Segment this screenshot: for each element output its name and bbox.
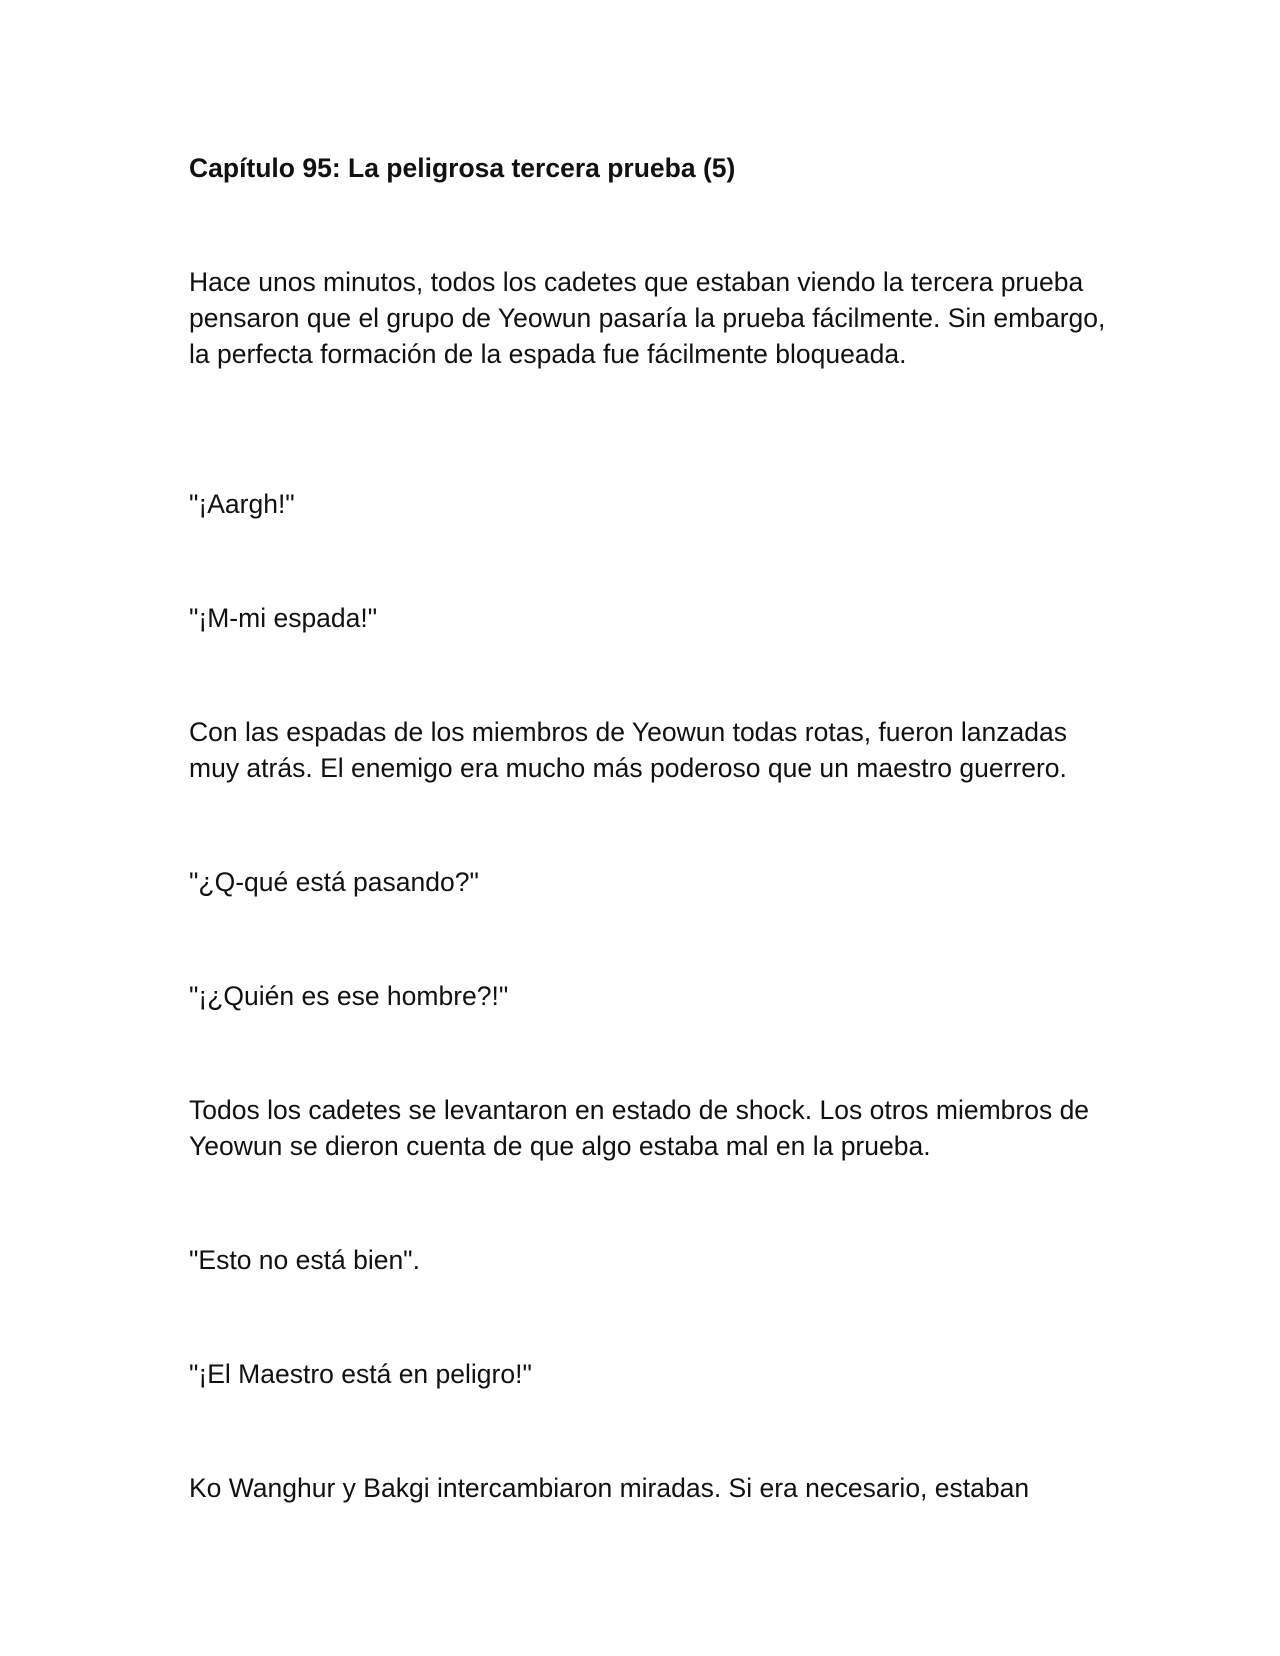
dialogue-mi-espada: "¡M-mi espada!" <box>189 603 378 633</box>
dialogue-maestro-peligro: "¡El Maestro está en peligro!" <box>189 1359 532 1389</box>
dialogue-esto-no-esta-bien: "Esto no está bien". <box>189 1245 420 1275</box>
paragraph-1: Hace unos minutos, todos los cadetes que estaban viendo la tercera prueba pensaron que el grupo de Yeowun pasaría la prueba fácilmente. Sin embargo, la perfecta formación de la espada fue fácilmente bloqueada. <box>189 267 1106 369</box>
paragraph-4: Ko Wanghur y Bakgi intercambiaron miradas. Si era necesario, estaban <box>189 1473 1030 1503</box>
paragraph-3: Todos los cadetes se levantaron en estado de shock. Los otros miembros de Yeowun se dieron cuenta de que algo estaba mal en la prueba. <box>189 1095 1090 1161</box>
chapter-title: Capítulo 95: La peligrosa tercera prueba (5) <box>189 153 736 183</box>
dialogue-quien-es: "¡¿Quién es ese hombre?!" <box>189 981 509 1011</box>
dialogue-aargh: "¡Aargh!" <box>189 489 295 519</box>
dialogue-que-esta-pasando: "¿Q-qué está pasando?" <box>189 867 479 897</box>
paragraph-2: Con las espadas de los miembros de Yeowun todas rotas, fueron lanzadas muy atrás. El enemigo era mucho más poderoso que un maestro guerrero. <box>189 717 1067 783</box>
